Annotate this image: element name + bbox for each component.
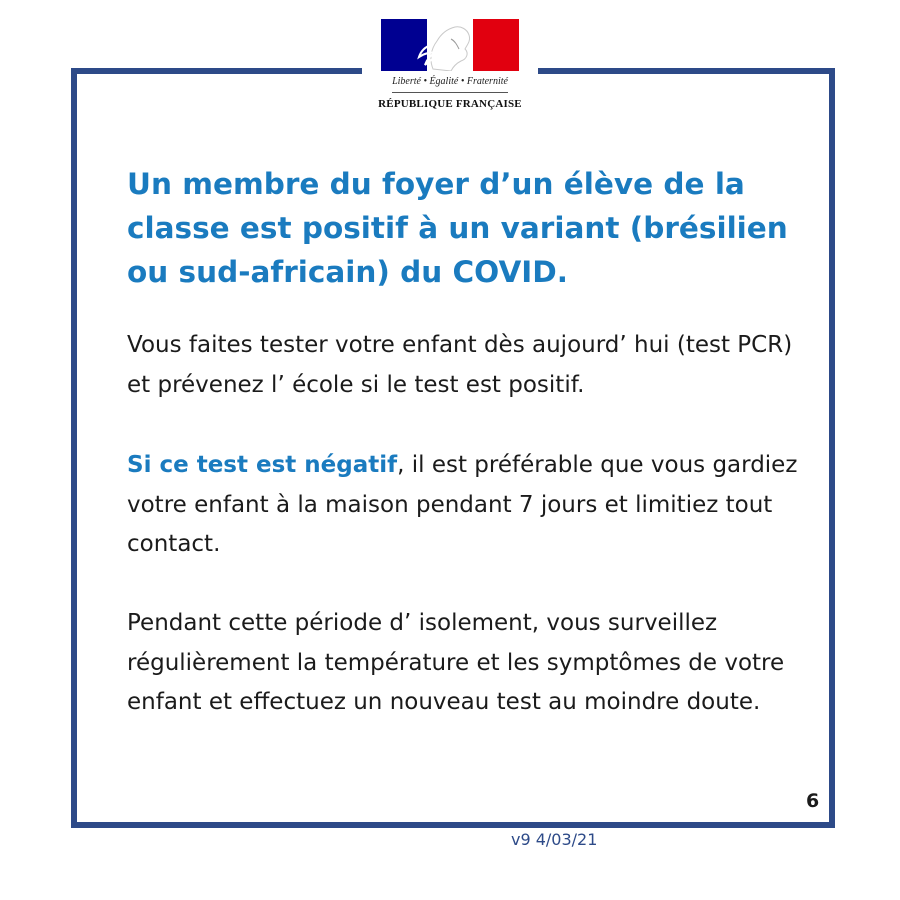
motto: Liberté • Égalité • Fraternité xyxy=(392,76,508,87)
marianne-flag-icon xyxy=(381,19,519,71)
motto-divider xyxy=(392,92,508,93)
republic-label: RÉPUBLIQUE FRANÇAISE xyxy=(378,98,522,110)
paragraph-test-instruction: Vous faites tester votre enfant dès aujourd’ hui (test PCR) et prévenez l’ école si le test est positif. xyxy=(127,332,793,398)
paragraph-isolation: Pendant cette période d’ isolement, vous surveillez régulièrement la température et les symptômes de votre enfant et effectuez un nouveau test au moindre doute. xyxy=(127,610,785,715)
version-label: v9 4/03/21 xyxy=(511,830,598,849)
negative-test-emphasis: Si ce test est négatif xyxy=(127,452,398,478)
headline: Un membre du foyer d’un élève de la classe est positif à un variant (brésilien ou sud-africain) du COVID. xyxy=(127,167,788,289)
republique-francaise-logo xyxy=(362,14,538,124)
page-number: 6 xyxy=(806,790,820,812)
negative-test-text: , il est préférable que vous gardiez votre enfant à la maison pendant 7 jours et limitiez tout contact. xyxy=(127,452,798,557)
paragraph-negative-test xyxy=(127,446,807,565)
